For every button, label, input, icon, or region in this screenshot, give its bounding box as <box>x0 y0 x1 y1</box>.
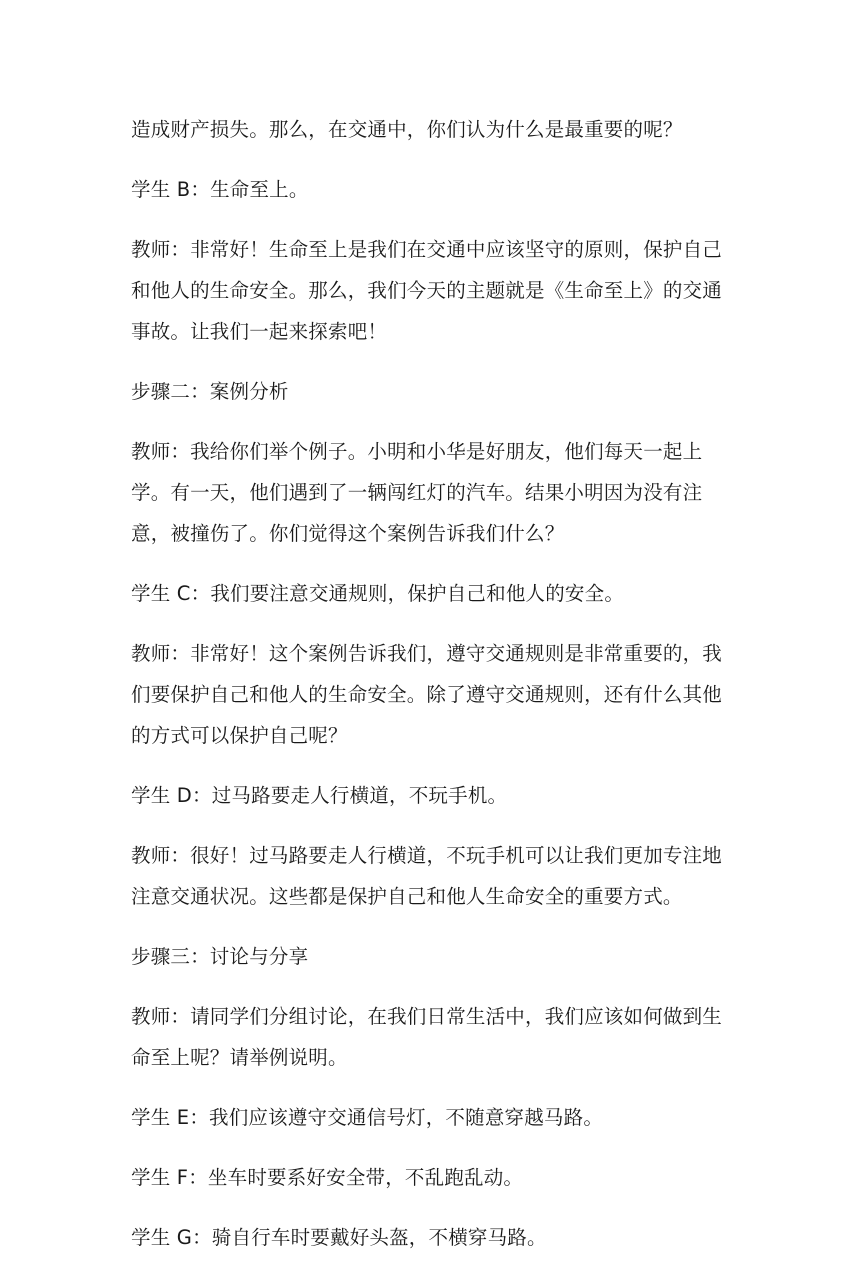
paragraph-student-b: 学生 B：生命至上。 <box>131 178 309 201</box>
paragraph-teacher-response-2: 教师：非常好！这个案例告诉我们，遵守交通规则是非常重要的，我们要保护自己和他人的生命安全。除了遵守交通规则，还有什么其他的方式可以保护自己呢？ <box>131 642 723 747</box>
paragraph-student-c: 学生 C：我们要注意交通规则，保护自己和他人的安全。 <box>131 582 625 605</box>
paragraph-teacher-response-1: 教师：非常好！生命至上是我们在交通中应该坚守的原则，保护自己和他人的生命安全。那么，我们今天的主题就是《生命至上》的交通事故。让我们一起来探索吧！ <box>131 238 723 343</box>
paragraph-student-g: 学生 G：骑自行车时要戴好头盔，不横穿马路。 <box>131 1226 547 1249</box>
paragraph-step-two-heading: 步骤二：案例分析 <box>131 380 289 403</box>
document-body <box>131 109 737 1277</box>
paragraph-teacher-response-3: 教师：很好！过马路要走人行横道，不玩手机可以让我们更加专注地注意交通状况。这些都是保护自己和他人生命安全的重要方式。 <box>131 844 723 908</box>
paragraph-student-f: 学生 F：坐车时要系好安全带，不乱跑乱动。 <box>131 1166 524 1189</box>
paragraph-teacher-case: 教师：我给你们举个例子。小明和小华是好朋友，他们每天一起上学。有一天，他们遇到了一辆闯红灯的汽车。结果小明因为没有注意，被撞伤了。你们觉得这个案例告诉我们什么？ <box>131 440 703 545</box>
paragraph-student-e: 学生 E：我们应该遵守交通信号灯，不随意穿越马路。 <box>131 1106 604 1129</box>
paragraph-student-d: 学生 D：过马路要走人行横道，不玩手机。 <box>131 784 508 807</box>
paragraph-intro-question: 造成财产损失。那么，在交通中，你们认为什么是最重要的呢？ <box>131 118 683 141</box>
paragraph-teacher-discussion: 教师：请同学们分组讨论，在我们日常生活中，我们应该如何做到生命至上呢？请举例说明。 <box>131 1005 723 1069</box>
paragraph-step-three-heading: 步骤三：讨论与分享 <box>131 945 309 968</box>
